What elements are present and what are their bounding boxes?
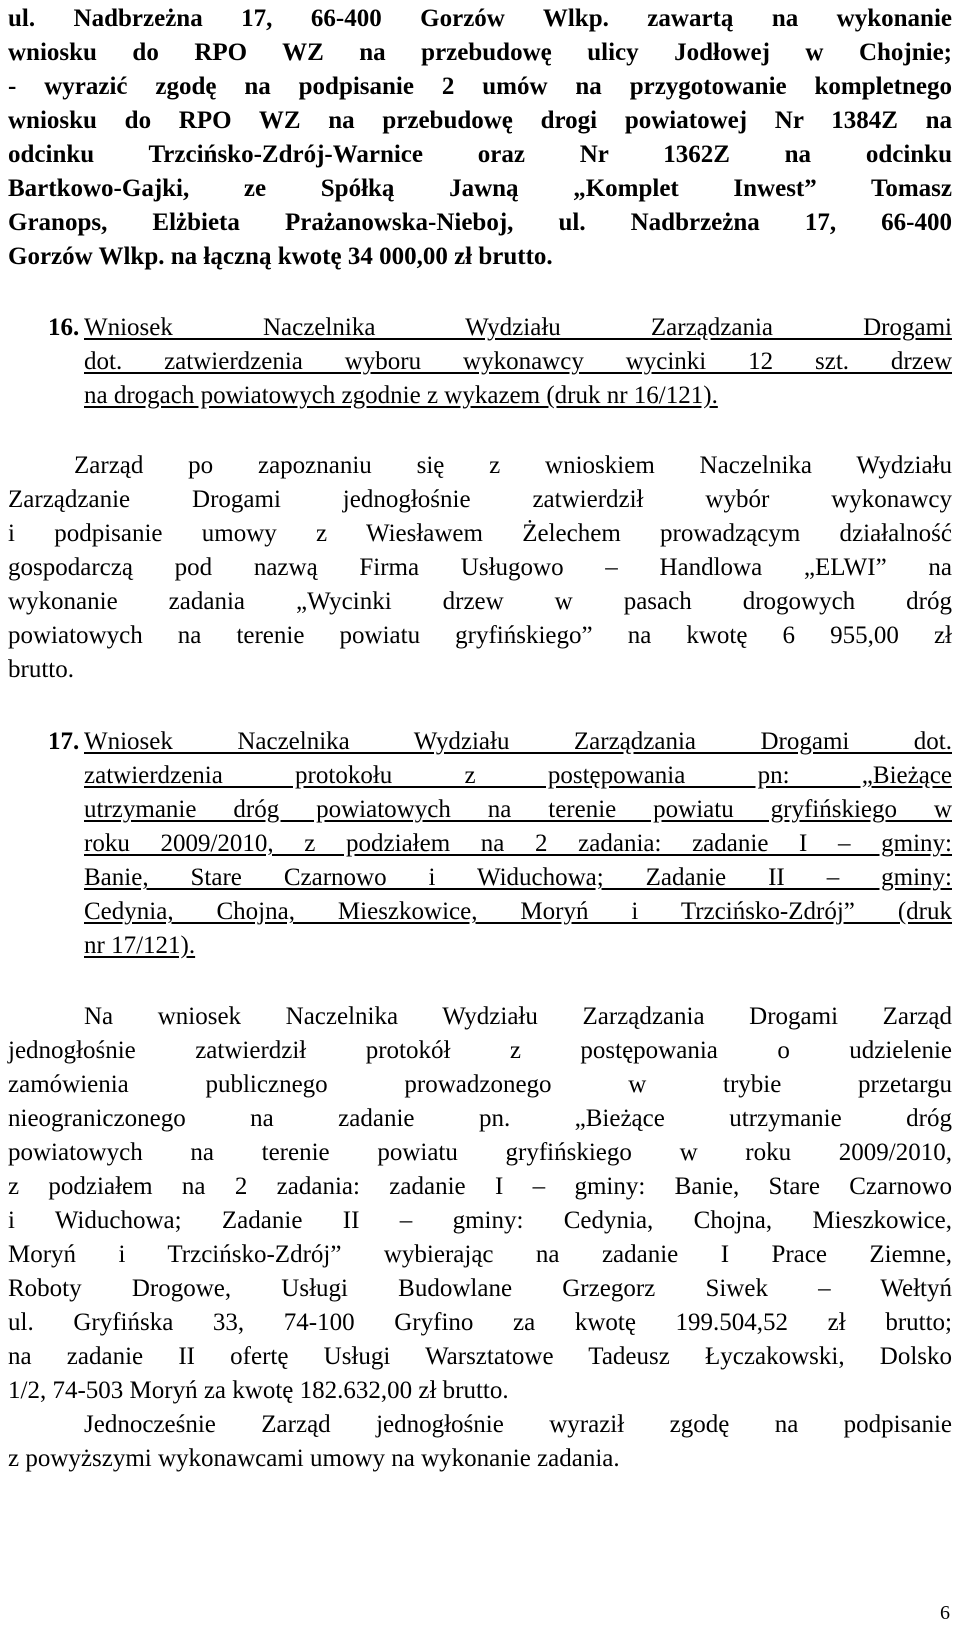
item-heading-line: na drogach powiatowych zgodnie z wykazem (druk nr 16/121). <box>84 382 718 409</box>
paragraph-line: powiatowych na terenie powiatu gryfińskiego” na kwotę 6 955,00 zł <box>8 622 952 649</box>
paragraph-line: ul. Gryfińska 33, 74-100 Gryfino za kwotę 199.504,52 zł brutto; <box>8 1309 952 1336</box>
paragraph-line: i podpisanie umowy z Wiesławem Żelechem prowadzącym działalność <box>8 520 952 547</box>
paragraph-line: i Widuchowa; Zadanie II – gminy: Cedynia, Chojna, Mieszkowice, <box>8 1207 952 1234</box>
item-heading-line: zatwierdzenia protokołu z postępowania pn: „Bieżące <box>84 762 952 789</box>
paragraph-line: Roboty Drogowe, Usługi Budowlane Grzegorz Siwek – Wełtyń <box>8 1275 952 1302</box>
text-line: wniosku do RPO WZ na przebudowę ulicy Jodłowej w Chojnie; <box>8 39 952 66</box>
page-number: 6 <box>940 1602 950 1624</box>
paragraph-line: brutto. <box>8 656 74 683</box>
text-line: Gorzów Wlkp. na łączną kwotę 34 000,00 zł brutto. <box>8 243 553 270</box>
text-line: wniosku do RPO WZ na przebudowę drogi powiatowej Nr 1384Z na <box>8 107 952 134</box>
paragraph-line: z powyższymi wykonawcami umowy na wykonanie zadania. <box>8 1445 620 1472</box>
paragraph-line: z podziałem na 2 zadania: zadanie I – gminy: Banie, Stare Czarnowo <box>8 1173 952 1200</box>
text-line: Bartkowo-Gajki, ze Spółką Jawną „Komplet Inwest” Tomasz <box>8 175 952 202</box>
paragraph-line: zamówienia publicznego prowadzonego w trybie przetargu <box>8 1071 952 1098</box>
item-number: 16. <box>48 314 80 341</box>
item-heading-line: dot. zatwierdzenia wyboru wykonawcy wycinki 12 szt. drzew <box>84 348 952 375</box>
item-heading-line: Banie, Stare Czarnowo i Widuchowa; Zadanie II – gminy: <box>84 864 952 891</box>
paragraph-line: Zarząd po zapoznaniu się z wnioskiem Naczelnika Wydziału <box>74 452 952 479</box>
paragraph-line: na zadanie II ofertę Usługi Warsztatowe Tadeusz Łyczakowski, Dolsko <box>8 1343 952 1370</box>
paragraph-line: Na wniosek Naczelnika Wydziału Zarządzania Drogami Zarząd <box>84 1003 952 1030</box>
item-number: 17. <box>48 728 80 755</box>
text-line: Granops, Elżbieta Prażanowska-Nieboj, ul. Nadbrzeżna 17, 66-400 <box>8 209 952 236</box>
paragraph-line: Jednocześnie Zarząd jednogłośnie wyraził zgodę na podpisanie <box>84 1411 952 1438</box>
paragraph-line: nieograniczonego na zadanie pn. „Bieżące utrzymanie dróg <box>8 1105 952 1132</box>
paragraph-line: powiatowych na terenie powiatu gryfińskiego w roku 2009/2010, <box>8 1139 952 1166</box>
item-heading-line: nr 17/121). <box>84 932 196 959</box>
item-heading-line: utrzymanie dróg powiatowych na terenie powiatu gryfińskiego w <box>84 796 952 823</box>
paragraph-line: jednogłośnie zatwierdził protokół z postępowania o udzielenie <box>8 1037 952 1064</box>
item-heading-line: Wniosek Naczelnika Wydziału Zarządzania Drogami <box>84 314 952 341</box>
text-line: odcinku Trzcińsko-Zdrój-Warnice oraz Nr 1362Z na odcinku <box>8 141 952 168</box>
paragraph-line: 1/2, 74-503 Moryń za kwotę 182.632,00 zł brutto. <box>8 1377 509 1404</box>
item-heading-line: Cedynia, Chojna, Mieszkowice, Moryń i Trzcińsko-Zdrój” (druk <box>84 898 952 925</box>
text-line: ul. Nadbrzeżna 17, 66-400 Gorzów Wlkp. zawartą na wykonanie <box>8 5 952 32</box>
paragraph-line: Moryń i Trzcińsko-Zdrój” wybierając na zadanie I Prace Ziemne, <box>8 1241 952 1268</box>
text-line: - wyrazić zgodę na podpisanie 2 umów na przygotowanie kompletnego <box>8 73 952 100</box>
item-heading-line: roku 2009/2010, z podziałem na 2 zadania: zadanie I – gminy: <box>84 830 952 857</box>
paragraph-line: gospodarczą pod nazwą Firma Usługowo – Handlowa „ELWI” na <box>8 554 952 581</box>
item-heading-line: Wniosek Naczelnika Wydziału Zarządzania Drogami dot. <box>84 728 952 755</box>
paragraph-line: Zarządzanie Drogami jednogłośnie zatwierdził wybór wykonawcy <box>8 486 952 513</box>
paragraph-line: wykonanie zadania „Wycinki drzew w pasach drogowych dróg <box>8 588 952 615</box>
